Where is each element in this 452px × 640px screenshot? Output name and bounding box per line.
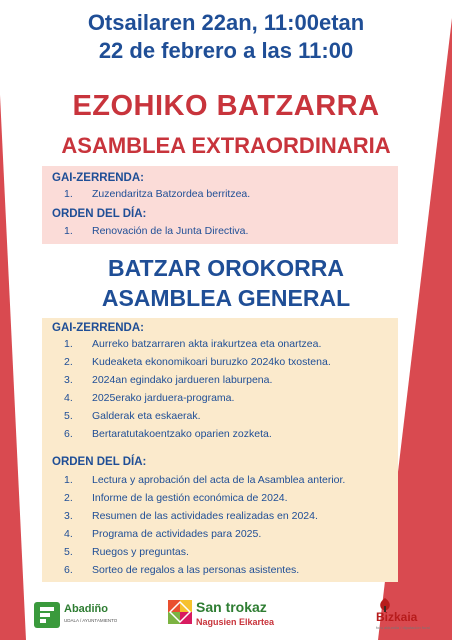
general-agenda-box bbox=[42, 318, 398, 582]
list-item bbox=[64, 338, 321, 350]
item-number: 6. bbox=[64, 564, 73, 576]
general-title-basque: BATZAR OROKORRA bbox=[108, 255, 344, 281]
santrokaz-logo-name: San trokaz bbox=[196, 599, 267, 615]
santrokaz-logo-icon bbox=[168, 600, 192, 624]
agenda-heading-basque: GAI-ZERRENDA: bbox=[52, 322, 144, 334]
item-text: Kudeaketa ekonomikoari buruzko 2024ko txostena. bbox=[92, 356, 331, 368]
agenda-heading-basque: GAI-ZERRENDA: bbox=[52, 172, 144, 184]
date-line-spanish: 22 de febrero a las 11:00 bbox=[98, 38, 354, 63]
list-item bbox=[64, 474, 345, 486]
bizkaia-logo-subtitle: foru aldundia / diputación foral bbox=[376, 625, 430, 630]
item-number: 4. bbox=[64, 392, 73, 404]
bizkaia-logo-name: Bizkaia bbox=[376, 610, 418, 624]
left-red-wedge bbox=[0, 95, 26, 640]
item-number: 5. bbox=[64, 546, 73, 558]
list-item bbox=[64, 392, 234, 404]
item-number: 2. bbox=[64, 492, 73, 504]
item-text: Lectura y aprobación del acta de la Asamblea anterior. bbox=[92, 474, 346, 486]
item-number: 4. bbox=[64, 528, 73, 540]
list-item bbox=[64, 528, 261, 540]
santrokaz-logo-subtitle: Nagusien Elkartea bbox=[196, 617, 275, 627]
item-number: 1. bbox=[64, 338, 73, 350]
item-text: Programa de actividades para 2025. bbox=[92, 528, 262, 540]
item-text: 2024an egindako jardueren laburpena. bbox=[92, 374, 273, 386]
item-number: 3. bbox=[64, 374, 73, 386]
item-text: 2025erako jarduera-programa. bbox=[92, 392, 235, 404]
item-text: Resumen de las actividades realizadas en 2024. bbox=[92, 510, 318, 522]
item-text: Sorteo de regalos a las personas asistentes. bbox=[92, 564, 300, 576]
agenda-heading-spanish: ORDEN DEL DÍA: bbox=[52, 456, 147, 468]
list-item bbox=[64, 546, 189, 558]
item-text: Informe de la gestión económica de 2024. bbox=[92, 492, 288, 504]
abadino-logo-name: Abadiño bbox=[64, 603, 108, 615]
item-text: Zuzendaritza Batzordea berritzea. bbox=[92, 188, 251, 200]
extraordinary-title-spanish: ASAMBLEA EXTRAORDINARIA bbox=[61, 133, 391, 158]
date-line-basque: Otsailaren 22an, 11:00etan bbox=[87, 10, 365, 35]
bizkaia-logo bbox=[374, 598, 434, 632]
item-text: Aurreko batzarraren akta irakurtzea eta onartzea. bbox=[92, 338, 322, 350]
list-item bbox=[64, 510, 318, 522]
list-item bbox=[64, 374, 272, 386]
item-number: 1. bbox=[64, 474, 73, 486]
list-item bbox=[64, 428, 272, 440]
item-text: Galderak eta eskaerak. bbox=[92, 410, 201, 422]
abadino-logo-subtitle: UDALA / AYUNTAMIENTO bbox=[64, 618, 118, 623]
item-number: 1. bbox=[64, 188, 73, 200]
item-text: Renovación de la Junta Directiva. bbox=[92, 225, 249, 237]
abadino-logo bbox=[34, 600, 118, 630]
list-item bbox=[64, 356, 331, 368]
list-item bbox=[64, 188, 250, 200]
extraordinary-agenda-box bbox=[42, 166, 398, 244]
general-title-spanish: ASAMBLEA GENERAL bbox=[101, 285, 351, 311]
item-text: Bertaratutakoentzako oparien zozketa. bbox=[92, 428, 272, 440]
item-number: 5. bbox=[64, 410, 73, 422]
list-item bbox=[64, 225, 248, 237]
item-number: 2. bbox=[64, 356, 73, 368]
item-number: 6. bbox=[64, 428, 73, 440]
list-item bbox=[64, 564, 299, 576]
item-number: 3. bbox=[64, 510, 73, 522]
agenda-heading-spanish: ORDEN DEL DÍA: bbox=[52, 208, 147, 220]
item-text: Ruegos y preguntas. bbox=[92, 546, 189, 558]
item-number: 1. bbox=[64, 225, 73, 237]
santrokaz-logo bbox=[168, 598, 288, 632]
list-item bbox=[64, 410, 201, 422]
extraordinary-title-basque: EZOHIKO BATZARRA bbox=[72, 90, 380, 122]
abadino-logo-icon bbox=[34, 602, 60, 628]
list-item bbox=[64, 492, 288, 504]
